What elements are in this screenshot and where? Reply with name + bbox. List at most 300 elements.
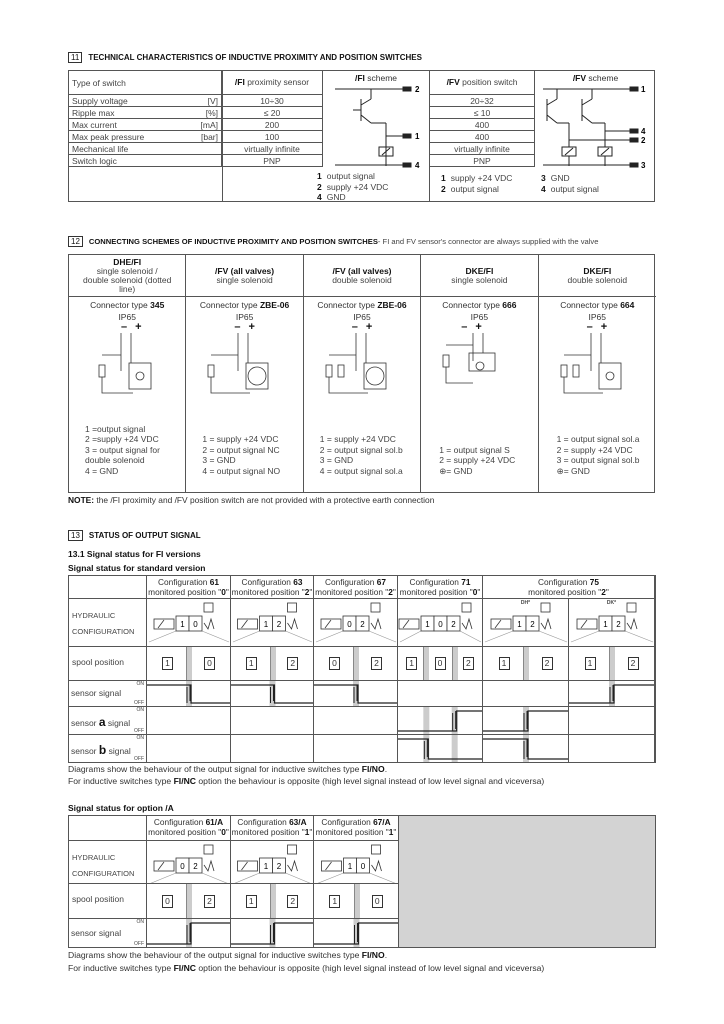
spec-label: Mechanical life [72,143,129,154]
note-text: the /FI proximity and /FV position switch are not provided with a protective earth connection [94,495,435,505]
on-label: ON [136,681,144,687]
pin-legend-item: 1 = output signal S [439,444,510,455]
pin-legend-item: 1 =output signal [85,423,146,434]
spool-position-box: 2 [287,657,298,670]
connector-prefix: Connector type [90,300,151,310]
connector-type [421,300,537,310]
mon-prefix: monitored position " [148,587,222,597]
fi-value: PNP [222,155,323,167]
monitored-position [147,587,230,597]
mon-value: 2 [601,587,606,597]
connector-prefix: Connector type [442,300,503,310]
spec-label: Switch logic [72,155,117,166]
envelope-number: 2 [616,620,621,629]
hydraulic-cell [398,599,483,647]
wiring-diagram [304,333,421,423]
section-13-heading [68,530,201,541]
fv-value: 20÷32 [430,95,535,107]
pin-legend-item: 3 = GND [319,455,354,465]
hydraulic-cell [147,841,231,884]
spool-position-box: 1 [329,895,340,908]
pin-label: 4 [415,161,420,170]
spool-cell [483,647,569,681]
ip-rating: IP65 [118,312,136,322]
spec-row [69,143,323,155]
config-header [314,816,399,841]
pin-function: output signal [450,183,499,194]
caption-text: Diagrams show the behaviour of the output signal for inductive switches type [68,950,362,960]
signal-cell-a [147,707,231,735]
sensor-suffix: signal [106,746,131,756]
signal-cell-sensor [569,681,655,707]
spring-icon [371,619,381,629]
spool-label: spool position [72,894,124,904]
config-title [398,577,482,587]
connector-prefix: Connector type [317,300,378,310]
pin-label: 1 [641,85,646,94]
signal-cell-b [314,735,398,763]
spring-icon [627,619,637,629]
monitored-position [483,587,654,597]
fv-scheme-title: scheme [586,73,619,83]
spec-unit: [mA] [200,119,218,130]
fi-scheme-title: scheme [364,73,398,83]
plus-sign: + [600,321,608,333]
sensor-suffix: signal [105,718,131,728]
fv-scheme-bold: /FV [572,73,587,83]
hydraulic-cell [483,599,569,647]
pin-legend [557,434,640,476]
spool-position-box: 0 [162,895,173,908]
mon-value: 0 [221,827,226,837]
caption-text: option the behaviour is opposite (high level signal instead of low level signal and viceversa) [196,776,545,786]
sensor-box [288,845,297,854]
monitored-position [398,587,482,597]
on-label: ON [136,707,144,713]
solenoid-desc: single solenoid [451,274,508,285]
signal-cell-sensor [231,919,314,948]
fi-col-bold: /FI [234,77,245,87]
signal-cell-b [569,735,655,763]
pin-legend-item: 2 = output signal sol.b [319,444,403,455]
mon-value: 1 [388,827,394,837]
envelope-number: 1 [425,620,430,629]
pin-function: GND [326,192,346,202]
config-prefix: Configuration [538,577,590,587]
legend-item [317,192,388,203]
spec-row [69,107,323,119]
fv-row [430,95,535,107]
envelope-number: 2 [193,862,198,871]
envelope-number: 1 [603,620,608,629]
variant-label: DH* [520,600,531,606]
envelope-number: 0 [360,862,366,871]
signal-waveform [398,735,483,763]
on-label: ON [136,919,144,925]
solenoid-desc: single solenoid / double solenoid (dotted line) [83,265,172,294]
caption-bold: FI/NO [361,764,385,774]
ip-rating: IP65 [353,312,371,322]
fi-value: 100 [222,131,323,143]
spool-position-box: 1 [162,657,173,670]
column-header [421,255,537,297]
legend-item [441,184,512,195]
fv-value: ≤ 10 [430,107,535,119]
fv-scheme-diagram [535,81,656,171]
section-11-heading [68,52,422,63]
signal-label [71,715,130,729]
sensor-box [371,603,380,612]
spool-cell [314,884,399,919]
signal-cell-sensor [147,681,231,707]
sensor-prefix: sensor [71,746,99,756]
on-label: ON [136,735,144,741]
spec-label-cell [69,143,222,155]
transition-band [609,647,615,680]
off-label: OFF [134,728,144,734]
hydraulic-symbol [483,599,569,643]
hydraulic-symbol [231,841,314,884]
legend-item [317,171,388,182]
signal-waveform [569,681,655,707]
hydraulic-symbol [314,841,399,884]
config-title [483,577,654,587]
polarity [587,321,608,333]
mon-suffix: " [392,587,396,597]
pin-number: 1 [441,173,446,183]
config-prefix: Configuration [153,817,206,827]
pin-function: GND [550,173,570,183]
hydraulic-cell [231,599,314,647]
pin-function: output signal [326,171,375,181]
connector-column [186,255,303,492]
signal-waveform [147,919,231,948]
pin-legend-item: 2 = output signal NC [202,444,280,455]
minus-sign: – [351,321,358,333]
mon-prefix: monitored position " [528,587,602,597]
caption-end: . [384,764,388,774]
config-prefix: Configuration [325,577,377,587]
mon-suffix: " [309,587,313,597]
envelope-number: 0 [347,620,352,629]
connecting-schemes-table [68,254,655,493]
monitored-position [231,587,313,597]
connector-prefix: Connector type [199,300,260,310]
fv-value: virtually infinite [430,143,535,155]
spool-position-box: 1 [499,657,510,670]
legend-item [541,184,599,195]
spec-label: Max current [72,119,117,130]
config-title [147,817,230,827]
hydraulic-cell [231,841,314,884]
mon-suffix: " [393,827,397,837]
row-label-spool [69,647,147,681]
pin-legend-item: 1 = supply +24 VDC [202,434,279,444]
caption-text: option the behaviour is opposite (high level signal instead of low level signal and viceversa) [196,963,545,973]
config-number: 67 [376,577,386,587]
spec-label-cell [69,95,222,107]
note-label: NOTE: [68,495,95,505]
off-label: OFF [134,700,144,706]
spool-position-box: 1 [406,657,417,670]
hydraulic-symbol [147,841,231,884]
fi-scheme-bold: /FI [354,73,365,83]
signal-cell-a [314,707,398,735]
pin-legend-item: ⊕= GND [556,465,590,476]
sensor-box [627,603,636,612]
spring-icon [204,861,214,871]
connector-code: 666 [502,300,517,310]
caption-end: . [384,950,388,960]
config-number: 63 [293,577,303,587]
signal-label [71,688,121,698]
valve-type: /FV (all valves) [215,265,275,276]
section-title: CONNECTING SCHEMES OF INDUCTIVE PROXIMITY AND POSITION SWITCHES [88,237,378,246]
connector-column [421,255,538,492]
sensor-box [541,603,550,612]
tech-table-fi [68,70,323,167]
config-prefix: Configuration [158,577,210,587]
signal-line [398,711,483,731]
signal-waveform [147,681,231,707]
valve-type: /FV (all valves) [332,265,392,276]
sensor-box [372,845,381,854]
connector-type [539,300,656,310]
option-a-signal-table [68,815,656,948]
signal-line [398,739,483,759]
fv-row [430,143,535,155]
signal-cell-sensor [398,681,483,707]
connector-type [69,300,185,310]
pin-legend-item: 4 = GND [85,465,119,476]
mon-suffix: " [605,587,609,597]
config-title [231,577,313,587]
signal-cell-a [231,707,314,735]
hydraulic-label: HYDRAULIC [72,611,116,620]
hydraulic-symbol [147,599,231,643]
fv-value: PNP [430,155,535,167]
pin-number: 3 [541,173,546,183]
sensor-label: sensor signal [71,927,122,938]
plus-sign: + [475,321,482,333]
hydraulic-symbol [314,599,398,643]
fi-scheme-diagram [323,81,429,171]
spool-position-box: 2 [287,895,298,908]
row-label-a [69,707,147,735]
pin-legend-item: 3 = output signal sol.b [556,455,640,465]
spec-unit: [bar] [200,131,218,142]
wiring-diagram [539,333,656,423]
connector-column [539,255,656,492]
pin-legend-item: 3 = output signal for [85,444,160,455]
fi-value: ≤ 20 [222,107,323,119]
column-header [539,255,656,297]
row-label-sensor [69,681,147,707]
envelope-number: 0 [180,862,185,871]
fv-legend-b [541,173,599,194]
note [68,495,434,505]
signal-waveform [231,681,314,707]
spring-icon [462,619,472,629]
wiring-diagram [186,333,303,423]
variant-label: DK* [606,600,617,606]
column-header [69,255,185,297]
spec-label: Ripple max [72,107,115,118]
sensor-box [204,845,213,854]
sensor-prefix: sensor [71,718,99,728]
mon-prefix: monitored position " [231,827,305,837]
config-number: 75 [589,577,599,587]
connector-column [69,255,186,492]
legend-item [317,182,388,193]
column-header [304,255,420,297]
standard-version-title: Signal status for standard version [68,563,206,573]
transition-band [270,647,276,680]
row-label-header [69,816,147,841]
legend-item [541,173,599,184]
signal-cell-b [147,735,231,763]
signal-waveform [231,919,314,948]
pin-label: 2 [415,85,420,94]
signal-cell-sensor [314,919,399,948]
transition-band [186,884,192,918]
hydraulic-cell [314,599,398,647]
spool-position-box: 0 [372,895,383,908]
pin-legend-item: 3 = GND [202,455,236,465]
sensor-label: sensor signal [71,688,122,698]
transition-band [186,647,192,680]
pin-legend-item: 4 = output signal NO [202,465,281,476]
config-header [147,816,231,841]
config-title [314,577,397,587]
row-label-header [69,576,147,599]
connector-type [186,300,302,310]
config-header [147,576,231,599]
mon-suffix: " [309,827,313,837]
sensor-box [288,603,297,612]
pin-legend [439,445,515,477]
signal-waveform [314,681,398,707]
config-title [314,817,398,827]
spec-label-cell [69,119,222,131]
plus-sign: + [248,321,255,333]
pin-legend-item: ⊕= GND [439,465,473,476]
signal-cell-b [398,735,483,763]
pin-number: 2 [441,183,446,194]
spec-label-cell [69,107,222,119]
transition-band [354,884,360,918]
pin-legend-item: 1 = supply +24 VDC [319,434,396,444]
signal-waveform [314,919,399,948]
connector-prefix: Connector type [560,300,621,310]
spec-row [69,95,323,107]
minus-sign: – [461,321,468,333]
hydraulic-cell [569,599,655,647]
legend-item [441,173,512,184]
pin-legend-item: 2 = supply +24 VDC [439,455,516,465]
transition-band [452,647,458,680]
signal-cell-sensor [314,681,398,707]
solenoid-desc: double solenoid [567,274,628,285]
fv-row [430,107,535,119]
envelope-number: 1 [347,862,353,871]
section-title: TECHNICAL CHARACTERISTICS OF INDUCTIVE PROXIMITY AND POSITION SWITCHES [88,53,422,62]
mon-suffix: " [225,587,229,597]
pin-legend-item: 2 =supply +24 VDC [85,434,159,444]
valve-type: DKE/FI [465,265,494,276]
wiring-diagram [69,333,186,423]
spec-label-cell [69,155,222,167]
fv-legend-a [441,173,512,194]
connector-code: ZBE-06 [259,300,290,310]
spool-cell [314,647,398,681]
wiring-diagram [421,333,538,423]
config-number: 63/A [289,817,307,827]
spool-cell [231,884,314,919]
fi-col-header: proximity sensor [244,77,310,87]
pin-number: 2 [317,181,322,192]
section-subtitle: - FI and FV sensor's connector are always supplied with the valve [377,237,599,246]
signal-label [71,743,131,757]
fi-value: 200 [222,119,323,131]
spool-cell [569,647,655,681]
mon-suffix: " [477,587,481,597]
envelope-number: 1 [180,620,185,629]
polarity [352,321,373,333]
pin-legend-item: 2 = supply +24 VDC [556,444,633,455]
monitored-position [231,827,313,837]
signal-cell-sensor [147,919,231,948]
pin-legend-item: double solenoid [85,455,145,465]
row-label-sensor [69,919,147,948]
spool-position-box: 2 [204,895,215,908]
off-label: OFF [134,941,144,947]
spool-cell [147,884,231,919]
pin-number: 4 [541,183,546,194]
mon-prefix: monitored position " [315,587,389,597]
connector-code: ZBE-06 [377,300,407,310]
signal-label [71,928,121,938]
spec-row [69,131,323,143]
pin-legend [202,434,280,476]
spool-position-box: 0 [329,657,340,670]
envelope-number: 2 [530,620,535,629]
section-title: STATUS OF OUTPUT SIGNAL [88,531,201,540]
hydraulic-cell [314,841,399,884]
signal-cell-b [231,735,314,763]
mon-value: 2 [388,587,393,597]
fv-col-bold: /FV [446,77,460,87]
spool-cell [231,647,314,681]
pin-function: supply +24 VDC [326,181,389,192]
spring-icon [541,619,551,629]
hydraulic-symbol [231,599,314,643]
configuration-label: CONFIGURATION [72,627,135,636]
fv-value: 400 [430,119,535,131]
solenoid-desc: single solenoid [216,274,273,285]
spec-label: Supply voltage [72,95,128,106]
pin-function: supply +24 VDC [450,173,513,183]
tech-table-fv [429,70,535,167]
config-header [483,576,655,599]
spool-position-box: 1 [246,657,257,670]
spring-icon [288,619,298,629]
sensor-box [462,603,471,612]
envelope-number: 1 [263,862,269,871]
spool-position-box: 1 [585,657,596,670]
caption-text: Diagrams show the behaviour of the output signal for inductive switches type [68,764,362,774]
config-number: 61 [209,577,219,587]
